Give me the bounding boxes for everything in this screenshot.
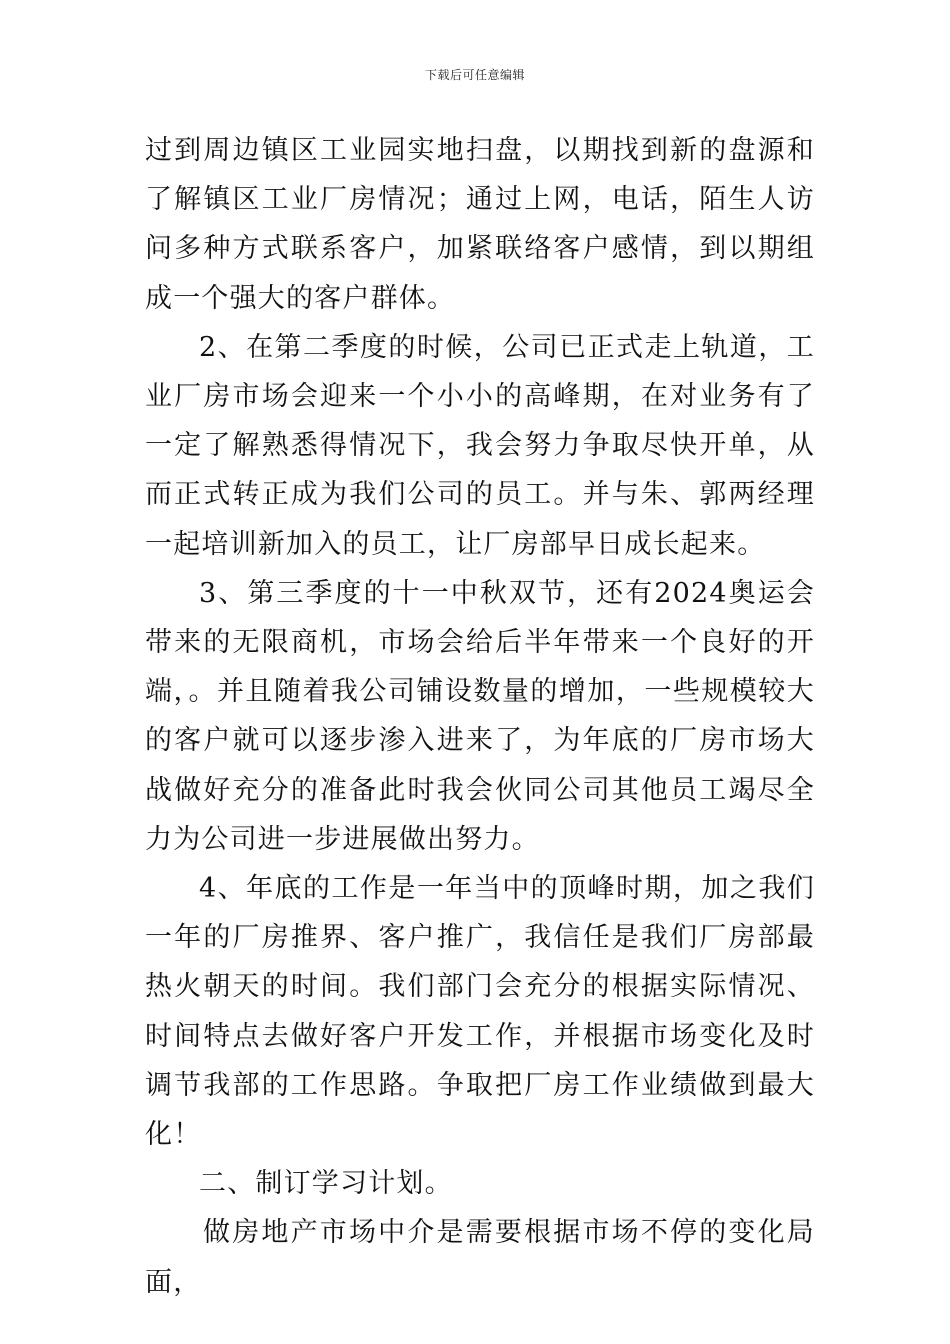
- paragraph-q3: 3、第三季度的十一中秋双节，还有2024奥运会带来的无限商机，市场会给后半年带来一个良好的开端，。并且随着我公司铺设数量的增加，一些规模较大的客户就可以逐步渗入进来了，为年底的厂房市场大战做好充分的准备此时我会伙同公司其他员工竭尽全力为公司进一步进展做出努力。: [145, 577, 815, 855]
- paragraph-q4: 4、年底的工作是一年当中的顶峰时期，加之我们一年的厂房推界、客户推广，我信任是我们厂房部最热火朝天的时间。我们部门会充分的根据实际情况、时间特点去做好客户开发工作，并根据市场变化及时调节我部的工作思路。争取把厂房工作业绩做到最大化！: [145, 873, 815, 1151]
- paragraph-continuation: 过到周边镇区工业园实地扫盘，以期找到新的盘源和了解镇区工业厂房情况；通过上网，电话，陌生人访问多种方式联系客户，加紧联络客户感情，到以期组成一个强大的客户群体。: [145, 135, 815, 314]
- document-body: [145, 126, 815, 1307]
- paragraph-q2: 2、在第二季度的时候，公司已正式走上轨道，工业厂房市场会迎来一个小小的高峰期，在对业务有了一定了解熟悉得情况下，我会努力争取尽快开单，从而正式转正成为我们公司的员工。并与朱、郭两经理一起培训新加入的员工，让厂房部早日成长起来。: [145, 331, 815, 560]
- paragraph-study-plan: 做房地产市场中介是需要根据市场不停的变化局面，: [145, 1217, 815, 1298]
- download-note: 下载后可任意编辑: [424, 68, 525, 82]
- section-heading-study-plan: 二、制订学习计划。: [199, 1168, 453, 1200]
